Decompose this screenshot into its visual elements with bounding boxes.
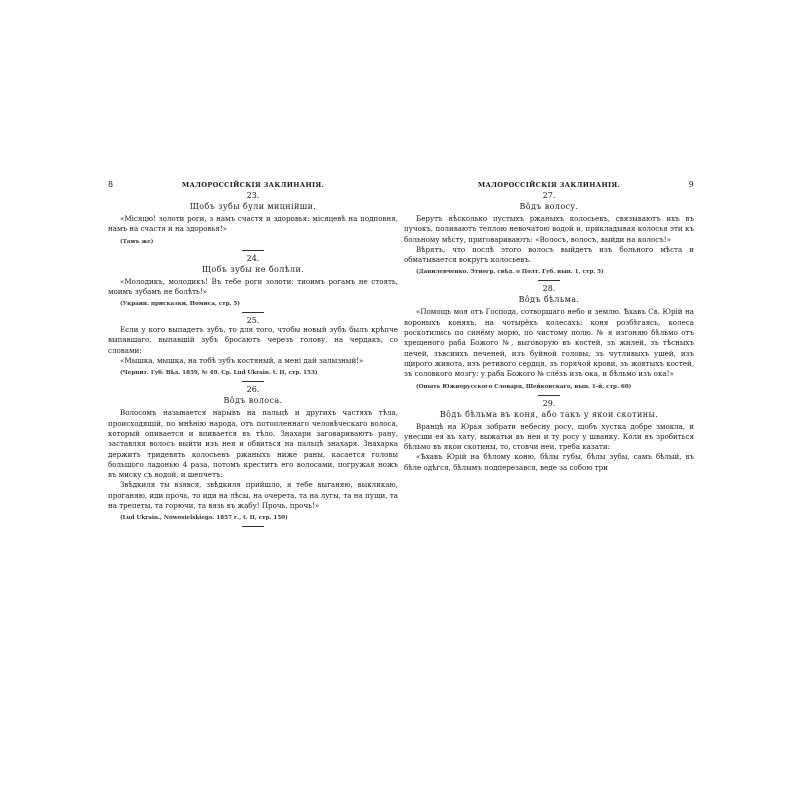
section-27-title: Вôдъ волосу. <box>519 202 579 211</box>
section-27-source: (Данилевченко. Этногр. свѣд. о Полт. Губ. вып. 1, стр. 5) <box>416 269 604 276</box>
section-27-number: 27. <box>542 191 556 200</box>
right-running-title: МАЛОРОССІЙСКІЯ ЗАКЛИНАНІЯ. <box>477 181 621 189</box>
section-23-source: (Тамъ же) <box>120 238 154 245</box>
section-23-number: 23. <box>246 191 260 200</box>
section-28-source: (Опыть Южнорусского Словаря, Шейковскаго, вып. 1-й, стр. 60) <box>416 383 632 390</box>
section-divider <box>242 250 264 251</box>
right-page-header <box>404 168 694 188</box>
section-divider <box>538 395 560 396</box>
left-page-header <box>108 168 398 188</box>
section-26-source: (Lud Ukrain., Nowosielskiego. 1857 г., t. II, стр. 150) <box>120 515 288 522</box>
section-divider <box>538 280 560 281</box>
section-25-text: Если у кого выпадетъ зубъ, то для того, чтобы новый зубъ былъ крѣпче выпавшаго, выпавшій зубъ бросаютъ черезъ голову, на чердакъ, со словами: <box>108 325 398 355</box>
section-28-title: Вôдъ бѣльма. <box>518 295 580 305</box>
section-28-text: «Помощь моя отъ Господа, сотворшаго небо и землю. Ѣхавъ Св. Юрій на вороныхъ коняхъ, на чотырёхъ колесахъ: коня розбѣгаясь, колеса роскотились по синёму морю, по чистому полю. № я изгоняю бѣльмо отъ хрещеного раба Божого №, выговорую въ костей, зъ жилей, зъ тѣсныхъ печей, зъвсиихъ печеней, изъ буйной головы, зъ чутливыхъ ушей, изъ щирого живота, изъ ретивого сердця, зъ горячой крови, зъ жовтыхъ костей, зъ соловкого мозгу: у раба Божого № слёзъ изъ ока, и бѣльмо изъ ока!» <box>404 307 694 379</box>
section-25-number: 25. <box>246 316 260 326</box>
section-23-text: «Місяцю! золоти роги, з намъ счастя и здоровья: місяцевѣ на подповня, намъ на счастя и на здоровья!» <box>108 214 398 234</box>
section-24-title: Щобъ зубы не болѣли. <box>201 264 305 274</box>
right-page <box>404 168 694 630</box>
section-27-text: Берутъ нѣсколько пустыхъ ржаныхъ колосьевъ, связываютъ ихъ въ пучокъ, поливаютъ теплою невочатою водой и, прикладывая колосья эти къ больному мѣсту, приговариваютъ: «Волосъ, волосъ, выйди на колосъ!» <box>404 214 694 244</box>
section-29-text: Вранцѣ на Юрья зобрати небесну росу, щобъ хустка добре змокла, и унесши ея въ хату, выжатьи въ неи и ту росу у шванку. Коли въ зробиться бѣльмо въ якои скотины, то, стовчи неи, треба казати: <box>404 421 694 452</box>
section-24-text: «Молодикъ, молодикъ! Въ тебе роги золоти: тиоимъ рогамъ не стоять, моимъ зубамъ не болѣть!» <box>108 276 398 296</box>
section-23-title: Щобъ зубы були мицнійши. <box>189 202 317 211</box>
section-divider <box>242 312 264 313</box>
right-page-number: 9 <box>688 180 694 189</box>
left-page-number: 8 <box>108 180 114 189</box>
left-page <box>108 168 398 630</box>
section-26-text: Волосомъ называется нарывъ на пальцѣ и другихъ частяхъ тѣла, происходящій, по мнѣнію народа, отъ потопленнаго человѣческаго волоса, который опивается и впивается въ тѣло. Знахари заговариваютъ рану, заставляя волосъ выйти изъ нея и обвиться на пальцѣ знахаря. Знахарка держитъ тридевять колосьевъ ржаныхъ ниже раны, касается головы большого ладонью 4 раза, потомъ креститъ его волосами, погружая ножъ въ миску съ водой, и шепчетъ: <box>108 408 398 480</box>
left-running-title: МАЛОРОССІЙСКІЯ ЗАКЛИНАНІЯ. <box>181 181 325 189</box>
section-divider <box>242 381 264 382</box>
section-26-text-2: Звѣдкиля ты взявся, звѣдкиля прийшло, я тебе выганяю, выкликаю, проганяю, иди прочь, то иди на лѣсы, на очерета, та на лугы, та на пущи, та на трепеты, та горючи, та вязь въ жабу! Прочь, прочь!» <box>108 480 398 511</box>
section-27-text-2: Вѣрятъ, что послѣ этого волосъ выйдетъ изъ больного мѣста и обматывается вокругъ колосьевъ. <box>404 244 694 265</box>
section-26-number: 26. <box>246 385 260 395</box>
section-24-number: 24. <box>246 253 260 263</box>
section-29-number: 29. <box>542 398 556 408</box>
section-28-number: 28. <box>542 284 556 294</box>
section-25-text-2: «Мышка, мышка, на тобѣ зубъ костяный, а мені дай залызный!» <box>120 356 364 366</box>
section-26-title: Вôдъ волоса. <box>223 396 283 406</box>
section-24-source: (Украин. присказки, Номиса, стр. 5) <box>120 301 240 308</box>
section-29-title: Вôдъ бѣльма въ коня, або такъ у якои скотины. <box>439 409 659 419</box>
section-divider <box>242 526 264 527</box>
section-25-source: (Чернит. Губ. Вѣд. 1859, № 49. Ср. Lud Ukrain. t. II, стр. 153) <box>120 370 318 377</box>
section-29-text-2: «Ѣхавъ Юрій на бѣлому коню, бѣлы губы, бѣлы зубы, самъ бѣлый, въ бѣле одѣгся, бѣлымъ подперезався, веде за собою три <box>404 452 694 472</box>
